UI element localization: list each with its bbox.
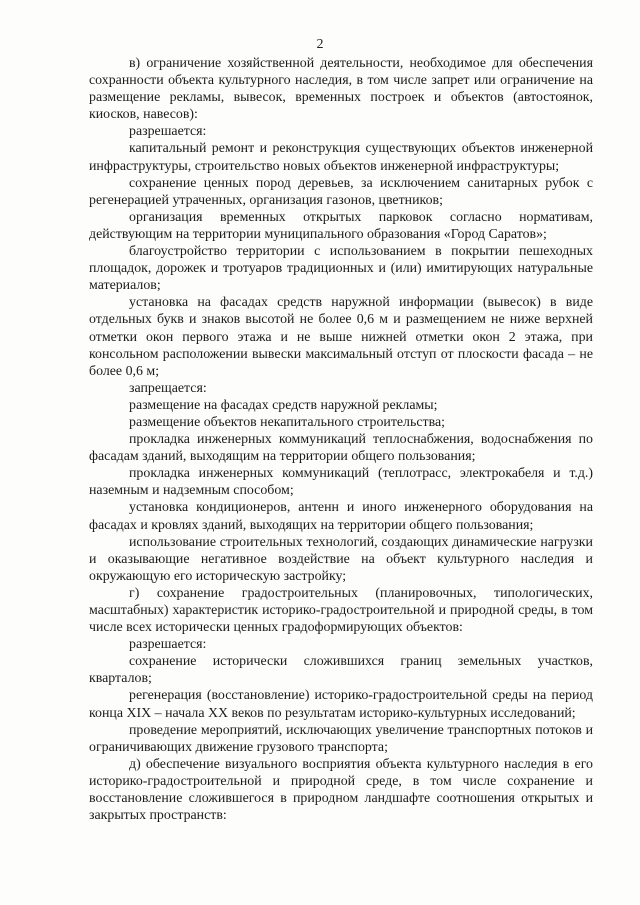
- paragraph-plot-boundaries: сохранение исторически сложившихся границ земельных участков, кварталов;: [89, 654, 593, 687]
- paragraph-restrictions-intro: в) ограничение хозяйственной деятельности, необходимое для обеспечения сохранности объекта культурного наследия, в том числе запрет или ограничение на размещение рекламы, вывесок, временных построек и объектов (автостоянок, киосков, навесов):: [89, 56, 593, 123]
- page-number: 2: [316, 37, 324, 52]
- paragraph-no-dynamic-loads: использование строительных технологий, создающих динамические нагрузки и оказывающие негативное воздействие на объект культурного наследия и окружающую его историческую застройку;: [89, 534, 593, 584]
- paragraph-urban-characteristics: г) сохранение градостроительных (планировочных, типологических, масштабных) характеристик историко-градостроительной и природной среды, в том числе всех исторически ценных градоформирующих объектов:: [89, 585, 593, 636]
- paragraph-signage: установка на фасадах средств наружной информации (вывесок) в виде отдельных букв и знаков высотой не более 0,6 м и размещением не ниже верхней отметки окон первого этажа и не выше нижней отметки окон 2 этажа, при консольном расположении вывески максимальный отступ от плоскости фасада – не более 0,6 м;: [89, 295, 593, 379]
- paragraph-landscaping: благоустройство территории с использованием в покрытии пешеходных площадок, дорожек и тротуаров традиционных и (или) имитирующих натуральные материалов;: [89, 244, 593, 294]
- paragraph-allowed-heading: разрешается:: [129, 124, 207, 140]
- paragraph-parking: организация временных открытых парковок согласно нормативам, действующим на территории муниципального образования «Город Саратов»;: [89, 209, 593, 242]
- paragraph-no-temporary: размещение объектов некапитального строительства;: [129, 414, 445, 430]
- paragraph-trees: сохранение ценных пород деревьев, за исключением санитарных рубок с регенерацией утраченных, организация газонов, цветников;: [89, 175, 593, 208]
- paragraph-capital-repair: капитальный ремонт и реконструкция существующих объектов инженерной инфраструктуры, строительство новых объектов инженерной инфраструктуры;: [89, 141, 593, 174]
- paragraph-regeneration: регенерация (восстановление) историко-градостроительной среды на период конца XIX – начала XX веков по результатам историко-культурных исследований;: [89, 688, 593, 721]
- paragraph-no-overground: прокладка инженерных коммуникаций (теплотрасс, электрокабеля и т.д.) наземным и надземным способом;: [89, 466, 593, 499]
- paragraph-no-facade-pipes: прокладка инженерных коммуникаций теплоснабжения, водоснабжения по фасадам зданий, выходящим на территории общего пользования;: [89, 432, 593, 465]
- paragraph-visual-perception: д) обеспечение визуального восприятия объекта культурного наследия в его историко-градостроительной и природной среде, в том числе сохранение и восстановление сложившегося в природном ландшафте соотношения открытых и закрытых пространств:: [89, 756, 593, 824]
- paragraph-no-ads: размещение на фасадах средств наружной рекламы;: [129, 397, 438, 413]
- paragraph-traffic: проведение мероприятий, исключающих увеличение транспортных потоков и ограничивающих движение грузового транспорта;: [89, 722, 593, 755]
- paragraph-allowed-heading-2: разрешается:: [129, 637, 207, 653]
- document-body: [89, 55, 593, 824]
- paragraph-forbidden-heading: запрещается:: [129, 380, 207, 396]
- paragraph-no-ac-units: установка кондиционеров, антенн и иного инженерного оборудования на фасадах и кровлях зданий, выходящих на территории общего пользования;: [89, 500, 593, 533]
